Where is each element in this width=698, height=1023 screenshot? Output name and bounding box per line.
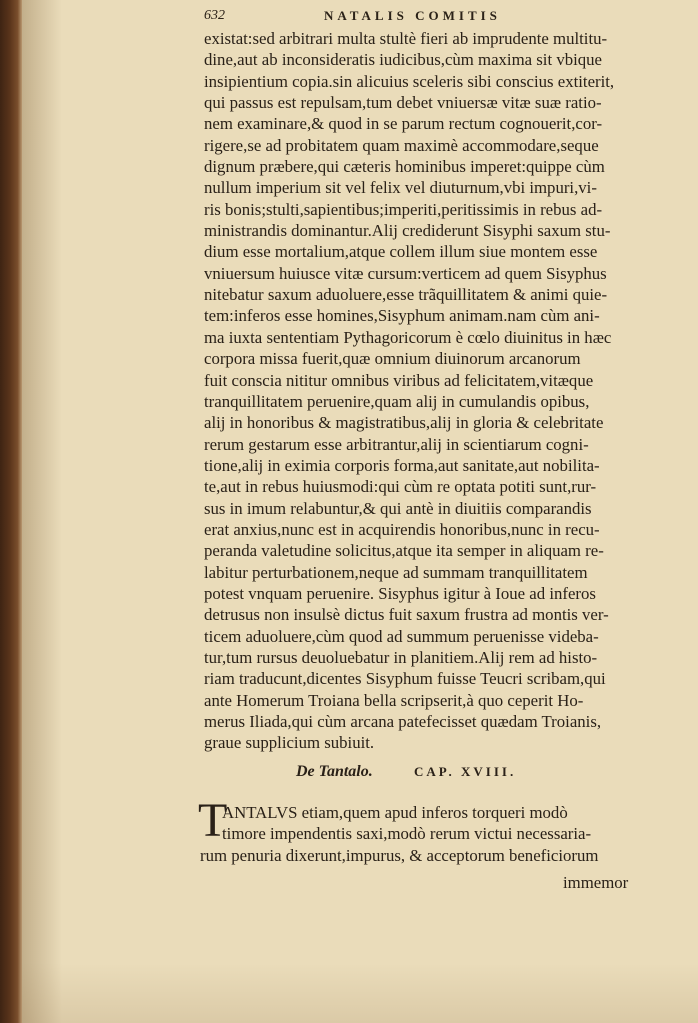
text-line: te,aut in rebus huiusmodi:qui cùm re optata potiti sunt,rur-: [204, 477, 597, 497]
book-binding: [0, 0, 22, 1023]
text-line: vniuersum huiusce vitæ cursum:verticem ad quem Sisyphus: [204, 263, 607, 283]
text-line: timore impendentis saxi,modò rerum victui necessaria-: [222, 824, 592, 844]
text-line: ANTALVS etiam,quem apud inferos torqueri modò: [222, 803, 568, 822]
text-line: tem:inferos esse homines,Sisyphum animam.nam cùm ani-: [204, 306, 600, 326]
body-text: [204, 28, 656, 754]
chapter-number: CAP. XVIII.: [414, 764, 517, 779]
text-line: erat anxius,nunc est in acquirendis honoribus,nunc in recu-: [204, 519, 600, 539]
drop-cap-initial: T: [198, 794, 228, 847]
running-head: [204, 8, 604, 28]
text-line: ministrandis dominantur.Alij crediderunt Sisyphi saxum stu-: [204, 221, 611, 241]
text-line: fuit conscia nititur omnibus viribus ad felicitatem,vitæque: [204, 370, 594, 390]
text-line: ma iuxta sententiam Pythagoricorum è cœlo diuinitus in hæc: [204, 327, 612, 347]
text-line: ticem aduoluere,cùm quod ad summum peruenisse videba-: [204, 626, 599, 646]
text-line: nitebatur saxum aduoluere,esse trãquillitatem & animi quie-: [204, 285, 608, 305]
text-line: merus Iliada,qui cùm arcana patefecisset quædam Troianis,: [204, 712, 602, 731]
catchword: immemor: [563, 873, 629, 892]
text-line: nem examinare,& quod in se parum rectum cognouerit,cor-: [204, 114, 603, 134]
text-line: corpora missa fuerit,quæ omnium diuinorum arcanorum: [204, 349, 581, 369]
text-line: dine,aut ab inconsideratis iudicibus,cùm maxima sit vbique: [204, 50, 603, 70]
text-line: existat:sed arbitrari multa stultè fieri ab imprudente multitu-: [204, 29, 608, 48]
text-line: labitur perturbationem,neque ad summam tranquillitatem: [204, 562, 588, 582]
text-line: rum penuria dixerunt,impurus, & acceptorum beneficiorum: [200, 845, 599, 865]
text-line: rigere,se ad probitatem quam maximè accommodare,seque: [204, 135, 599, 155]
text-line: dium esse mortalium,atque collem illum siue montem esse: [204, 242, 598, 262]
chapter-opening-text: [200, 802, 650, 866]
text-line: graue supplicium subiuit.: [204, 733, 375, 753]
text-line: potest vnquam peruenire. Sisyphus igitur à Ioue ad inferos: [204, 583, 596, 603]
text-line: tione,alij in eximia corporis forma,aut sanitate,aut nobilita-: [204, 455, 600, 475]
page-bottom-shadow: [22, 963, 698, 1023]
text-line: ante Homerum Troiana bella scripserit,à quo ceperit Ho-: [204, 690, 584, 710]
text-line: nullum imperium sit vel felix vel diuturnum,vbi impuri,vi-: [204, 178, 597, 198]
page-number: 632: [204, 8, 225, 23]
gutter-shadow: [22, 0, 62, 1023]
chapter-heading: [296, 763, 616, 787]
text-line: sus in imum relabuntur,& qui antè in diuitiis comparandis: [204, 498, 592, 518]
text-line: tranquillitatem peruenire,quam alij in cumulandis opibus,: [204, 391, 590, 411]
text-line: rerum gestarum esse arbitrantur,alij in scientiarum cogni-: [204, 434, 589, 454]
chapter-title: De Tantalo.: [296, 763, 373, 780]
text-line: ris bonis;stulti,sapientibus;imperiti,peritissimis in rebus ad-: [204, 199, 603, 219]
text-line: riam traducunt,dicentes Sisyphum fuisse Teucri scribam,qui: [204, 669, 606, 689]
text-line: insipientium copia.sin alicuius sceleris sibi conscius extiterit,: [204, 71, 615, 91]
running-title: NATALIS COMITIS: [324, 8, 501, 23]
text-line: dignum præbere,qui cæteris hominibus imperet:quippe cùm: [204, 157, 605, 177]
text-line: alij in honoribus & magistratibus,alij in gloria & celebritate: [204, 413, 604, 433]
text-line: peranda valetudine solicitus,atque ita semper in aliquam re-: [204, 541, 604, 561]
text-line: qui passus est repulsam,tum debet vniuersæ vitæ suæ ratio-: [204, 93, 602, 113]
text-line: detrusus non insulsè dictus fuit saxum frustra ad montis ver-: [204, 605, 609, 625]
text-line: tur,tum rursus deuoluebatur in planitiem.Alij rem ad histo-: [204, 647, 598, 667]
